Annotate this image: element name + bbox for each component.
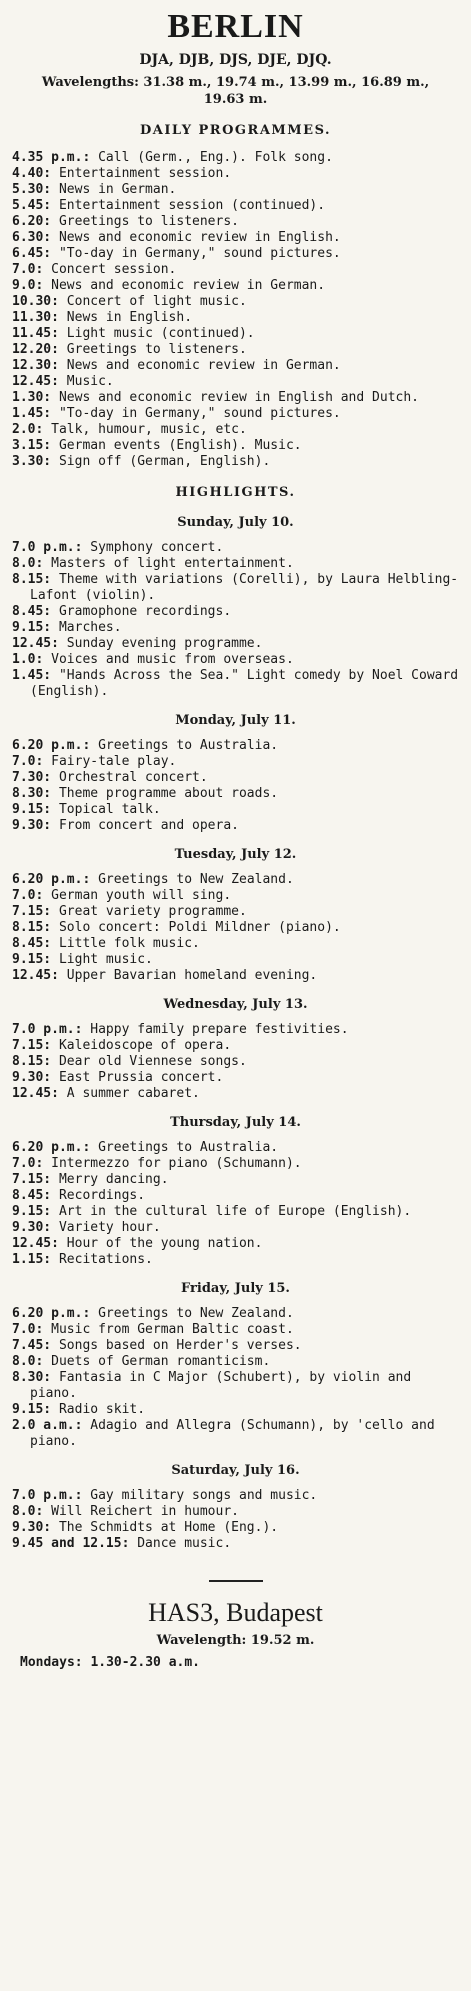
programme-entry bbox=[12, 968, 459, 984]
programme-entry bbox=[12, 1156, 459, 1172]
programme-time: 7.0 p.m.: bbox=[12, 1488, 83, 1503]
section-divider bbox=[209, 1580, 263, 1582]
programme-time: 7.0: bbox=[12, 754, 44, 769]
programme-entry bbox=[12, 802, 459, 818]
day-programme-list bbox=[12, 540, 459, 700]
programme-title: News and economic review in German. bbox=[51, 278, 326, 293]
programme-time: 8.30: bbox=[12, 1370, 52, 1385]
programme-time: 3.15: bbox=[12, 438, 52, 453]
programme-time: 6.20 p.m.: bbox=[12, 1140, 91, 1155]
programme-entry bbox=[12, 1252, 459, 1268]
programme-title: A summer cabaret. bbox=[66, 1086, 200, 1101]
programme-title: Fantasia in C Major (Schubert), by violin and piano. bbox=[30, 1370, 412, 1401]
programme-title: Music from German Baltic coast. bbox=[51, 1322, 294, 1337]
programme-entry bbox=[12, 770, 459, 786]
programme-entry bbox=[12, 294, 459, 310]
programme-title: Light music (continued). bbox=[66, 326, 255, 341]
highlights-heading: HIGHLIGHTS. bbox=[175, 485, 296, 500]
programme-entry bbox=[12, 166, 459, 182]
programme-entry bbox=[12, 1354, 459, 1370]
programme-title: Masters of light entertainment. bbox=[51, 556, 294, 571]
programme-title: News in English. bbox=[66, 310, 193, 325]
programme-entry bbox=[12, 1536, 459, 1552]
programme-entry bbox=[12, 262, 459, 278]
programme-title: The Schmidts at Home (Eng.). bbox=[58, 1520, 279, 1535]
programme-time: 8.45: bbox=[12, 936, 52, 951]
programme-entry bbox=[12, 786, 459, 802]
programme-title: Merry dancing. bbox=[58, 1172, 169, 1187]
day-heading: Saturday, July 16. bbox=[171, 1463, 300, 1478]
programme-time: 11.45: bbox=[12, 326, 59, 341]
programme-entry bbox=[12, 390, 459, 406]
programme-entry bbox=[12, 358, 459, 374]
programme-entry bbox=[12, 230, 459, 246]
programme-time: 7.0: bbox=[12, 1322, 44, 1337]
programme-entry bbox=[12, 1306, 459, 1322]
programme-entry bbox=[12, 1086, 459, 1102]
programme-title: Duets of German romanticism. bbox=[51, 1354, 271, 1369]
day-programme-list bbox=[12, 738, 459, 834]
programme-time: 9.30: bbox=[12, 1220, 52, 1235]
programme-title: "To-day in Germany," sound pictures. bbox=[58, 246, 341, 261]
programme-time: 5.30: bbox=[12, 182, 52, 197]
programme-title: Radio skit. bbox=[58, 1402, 146, 1417]
programme-title: Concert of light music. bbox=[66, 294, 247, 309]
programme-title: Recitations. bbox=[58, 1252, 153, 1267]
programme-time: 8.45: bbox=[12, 604, 52, 619]
programme-entry bbox=[12, 422, 459, 438]
programme-time: 6.20 p.m.: bbox=[12, 738, 91, 753]
programme-title: Concert session. bbox=[51, 262, 177, 277]
programme-time: 7.15: bbox=[12, 1172, 52, 1187]
programme-entry bbox=[12, 278, 459, 294]
daily-programme-list bbox=[12, 150, 459, 470]
programme-title: News in German. bbox=[58, 182, 177, 197]
day-heading: Sunday, July 10. bbox=[177, 515, 294, 530]
programme-title: Fairy-tale play. bbox=[51, 754, 177, 769]
day-programme-list bbox=[12, 872, 459, 984]
programme-entry bbox=[12, 1322, 459, 1338]
programme-entry bbox=[12, 374, 459, 390]
programme-time: 5.45: bbox=[12, 198, 52, 213]
programme-time: 12.30: bbox=[12, 358, 59, 373]
programme-title: News and economic review in English and Dutch. bbox=[58, 390, 419, 405]
programme-entry bbox=[12, 214, 459, 230]
programme-time: 10.30: bbox=[12, 294, 59, 309]
programme-entry bbox=[12, 888, 459, 904]
day-programme-list bbox=[12, 1306, 459, 1450]
programme-time: 6.20 p.m.: bbox=[12, 1306, 91, 1321]
programme-entry bbox=[12, 246, 459, 262]
programme-title: Entertainment session (continued). bbox=[58, 198, 326, 213]
programme-entry bbox=[12, 920, 459, 936]
programme-entry bbox=[12, 198, 459, 214]
programme-entry bbox=[12, 1520, 459, 1536]
programme-entry bbox=[12, 326, 459, 342]
programme-time: 7.15: bbox=[12, 904, 52, 919]
programme-time: 8.45: bbox=[12, 1188, 52, 1203]
programme-title: Talk, humour, music, etc. bbox=[51, 422, 247, 437]
programme-time: 9.15: bbox=[12, 620, 52, 635]
programme-time: 8.0: bbox=[12, 556, 44, 571]
programme-entry bbox=[12, 342, 459, 358]
programme-entry bbox=[12, 1038, 459, 1054]
programme-time: 7.45: bbox=[12, 1338, 52, 1353]
daily-programmes-heading: DAILY PROGRAMMES. bbox=[139, 123, 332, 138]
programme-time: 7.0 p.m.: bbox=[12, 1022, 83, 1037]
programme-time: 7.0 p.m.: bbox=[12, 540, 83, 555]
programme-entry bbox=[12, 1172, 459, 1188]
programme-time: 1.0: bbox=[12, 652, 44, 667]
programme-time: 7.0: bbox=[12, 888, 44, 903]
programme-entry bbox=[12, 818, 459, 834]
day-programme-list bbox=[12, 1140, 459, 1268]
day-heading: Monday, July 11. bbox=[175, 713, 296, 728]
programme-entry bbox=[12, 652, 459, 668]
programme-title: Marches. bbox=[58, 620, 122, 635]
programme-time: 9.45 and 12.15: bbox=[12, 1536, 130, 1551]
programme-entry bbox=[12, 1418, 459, 1450]
programme-time: 9.30: bbox=[12, 1070, 52, 1085]
day-heading: Thursday, July 14. bbox=[170, 1115, 301, 1130]
programme-title: Light music. bbox=[58, 952, 153, 967]
programme-time: 1.45: bbox=[12, 668, 52, 683]
programme-entry bbox=[12, 1504, 459, 1520]
programme-title: Sign off (German, English). bbox=[58, 454, 271, 469]
programme-time: 6.20: bbox=[12, 214, 52, 229]
programme-title: Theme programme about roads. bbox=[58, 786, 279, 801]
programme-title: Gay military songs and music. bbox=[90, 1488, 318, 1503]
programme-title: "To-day in Germany," sound pictures. bbox=[58, 406, 341, 421]
programme-time: 9.15: bbox=[12, 952, 52, 967]
programme-time: 9.0: bbox=[12, 278, 44, 293]
programme-entry bbox=[12, 904, 459, 920]
programme-entry bbox=[12, 1402, 459, 1418]
programme-time: 4.40: bbox=[12, 166, 52, 181]
programme-title: Entertainment session. bbox=[58, 166, 232, 181]
programme-title: Dear old Viennese songs. bbox=[58, 1054, 247, 1069]
programme-time: 7.0: bbox=[12, 1156, 44, 1171]
programme-title: Theme with variations (Corelli), by Laura Helbling-Lafont (violin). bbox=[30, 572, 459, 603]
programme-title: Little folk music. bbox=[58, 936, 200, 951]
station-title: BERLIN bbox=[167, 8, 304, 45]
programme-time: 4.35 p.m.: bbox=[12, 150, 91, 165]
programme-time: 9.30: bbox=[12, 818, 52, 833]
station-wavelengths: Wavelengths: 31.38 m., 19.74 m., 13.99 m., 16.89 m., 19.63 m. bbox=[41, 75, 430, 107]
programme-title: Songs based on Herder's verses. bbox=[58, 1338, 302, 1353]
programme-title: Greetings to New Zealand. bbox=[98, 1306, 294, 1321]
programme-time: 9.15: bbox=[12, 802, 52, 817]
programme-time: 8.15: bbox=[12, 920, 52, 935]
programme-time: 6.30: bbox=[12, 230, 52, 245]
programme-entry bbox=[12, 620, 459, 636]
programme-entry bbox=[12, 1370, 459, 1402]
programme-entry bbox=[12, 556, 459, 572]
programme-time: 8.15: bbox=[12, 572, 52, 587]
programme-entry bbox=[12, 1220, 459, 1236]
programme-title: News and economic review in English. bbox=[58, 230, 341, 245]
programme-entry bbox=[12, 1188, 459, 1204]
programme-title: Music. bbox=[66, 374, 114, 389]
programme-title: Greetings to Australia. bbox=[98, 738, 279, 753]
programme-time: 12.45: bbox=[12, 1236, 59, 1251]
programme-entry bbox=[12, 1488, 459, 1504]
programme-time: 8.30: bbox=[12, 786, 52, 801]
programme-time: 8.0: bbox=[12, 1354, 44, 1369]
programme-title: Will Reichert in humour. bbox=[51, 1504, 239, 1519]
programme-entry bbox=[12, 182, 459, 198]
programme-title: Call (Germ., Eng.). Folk song. bbox=[98, 150, 333, 165]
programme-entry bbox=[12, 572, 459, 604]
programme-entry bbox=[12, 1140, 459, 1156]
programme-title: East Prussia concert. bbox=[58, 1070, 224, 1085]
programme-entry bbox=[12, 668, 459, 700]
programme-time: 12.45: bbox=[12, 374, 59, 389]
programme-title: Solo concert: Poldi Mildner (piano). bbox=[58, 920, 341, 935]
programme-time: 12.20: bbox=[12, 342, 59, 357]
programme-title: Intermezzo for piano (Schumann). bbox=[51, 1156, 302, 1171]
programme-title: Recordings. bbox=[58, 1188, 146, 1203]
programme-time: 9.15: bbox=[12, 1204, 52, 1219]
day-heading: Wednesday, July 13. bbox=[163, 997, 308, 1012]
programme-title: Greetings to listeners. bbox=[66, 342, 247, 357]
programme-title: Sunday evening programme. bbox=[66, 636, 263, 651]
programme-title: Symphony concert. bbox=[90, 540, 224, 555]
programme-entry bbox=[12, 454, 459, 470]
programme-entry bbox=[12, 1054, 459, 1070]
programme-entry bbox=[12, 754, 459, 770]
budapest-schedule: Mondays: 1.30-2.30 a.m. bbox=[20, 1655, 201, 1670]
highlights-days bbox=[12, 514, 459, 1552]
programme-time: 1.30: bbox=[12, 390, 52, 405]
programme-entry bbox=[12, 636, 459, 652]
programme-entry bbox=[12, 1204, 459, 1220]
day-heading: Friday, July 15. bbox=[181, 1281, 290, 1296]
programme-title: Art in the cultural life of Europe (English). bbox=[58, 1204, 412, 1219]
programme-time: 9.30: bbox=[12, 1520, 52, 1535]
programme-title: Happy family prepare festivities. bbox=[90, 1022, 349, 1037]
programme-title: Gramophone recordings. bbox=[58, 604, 232, 619]
programme-title: German events (English). Music. bbox=[58, 438, 302, 453]
programme-time: 11.30: bbox=[12, 310, 59, 325]
programme-title: Topical talk. bbox=[58, 802, 161, 817]
programme-title: Voices and music from overseas. bbox=[51, 652, 294, 667]
programme-time: 7.0: bbox=[12, 262, 44, 277]
programme-time: 8.0: bbox=[12, 1504, 44, 1519]
programme-entry bbox=[12, 1338, 459, 1354]
programme-title: German youth will sing. bbox=[51, 888, 232, 903]
programme-title: Orchestral concert. bbox=[58, 770, 208, 785]
programme-title: Greetings to New Zealand. bbox=[98, 872, 294, 887]
programme-entry bbox=[12, 1236, 459, 1252]
programme-time: 9.15: bbox=[12, 1402, 52, 1417]
programme-entry bbox=[12, 936, 459, 952]
programme-time: 2.0: bbox=[12, 422, 44, 437]
programme-time: 8.15: bbox=[12, 1054, 52, 1069]
programme-time: 12.45: bbox=[12, 968, 59, 983]
programme-entry bbox=[12, 872, 459, 888]
programme-time: 1.15: bbox=[12, 1252, 52, 1267]
programme-title: Adagio and Allegra (Schumann), by 'cello and piano. bbox=[30, 1418, 435, 1449]
programme-time: 2.0 a.m.: bbox=[12, 1418, 83, 1433]
programme-entry bbox=[12, 604, 459, 620]
programme-title: Kaleidoscope of opera. bbox=[58, 1038, 232, 1053]
programme-entry bbox=[12, 310, 459, 326]
programme-time: 1.45: bbox=[12, 406, 52, 421]
programme-title: News and economic review in German. bbox=[66, 358, 341, 373]
programme-entry bbox=[12, 952, 459, 968]
programme-title: Variety hour. bbox=[58, 1220, 161, 1235]
programme-time: 6.45: bbox=[12, 246, 52, 261]
programme-entry bbox=[12, 1022, 459, 1038]
programme-title: Hour of the young nation. bbox=[66, 1236, 263, 1251]
programme-title: Upper Bavarian homeland evening. bbox=[66, 968, 318, 983]
programme-time: 6.20 p.m.: bbox=[12, 872, 91, 887]
programme-entry bbox=[12, 438, 459, 454]
programme-time: 7.15: bbox=[12, 1038, 52, 1053]
budapest-title: HAS3, Budapest bbox=[148, 1598, 323, 1627]
programme-title: Dance music. bbox=[137, 1536, 232, 1551]
day-heading: Tuesday, July 12. bbox=[174, 847, 297, 862]
day-programme-list bbox=[12, 1488, 459, 1552]
programme-time: 7.30: bbox=[12, 770, 52, 785]
programme-entry bbox=[12, 406, 459, 422]
programme-entry bbox=[12, 150, 459, 166]
programme-time: 12.45: bbox=[12, 1086, 59, 1101]
programme-entry bbox=[12, 540, 459, 556]
station-callsigns: DJA, DJB, DJS, DJE, DJQ. bbox=[139, 52, 332, 68]
programme-title: Greetings to listeners. bbox=[58, 214, 239, 229]
programme-title: "Hands Across the Sea." Light comedy by Noel Coward (English). bbox=[30, 668, 459, 699]
programme-title: Greetings to Australia. bbox=[98, 1140, 279, 1155]
programme-title: From concert and opera. bbox=[58, 818, 239, 833]
budapest-wavelength: Wavelength: 19.52 m. bbox=[156, 1633, 315, 1648]
programme-time: 12.45: bbox=[12, 636, 59, 651]
day-programme-list bbox=[12, 1022, 459, 1102]
programme-title: Great variety programme. bbox=[58, 904, 247, 919]
programme-entry bbox=[12, 1070, 459, 1086]
programme-time: 3.30: bbox=[12, 454, 52, 469]
programme-entry bbox=[12, 738, 459, 754]
